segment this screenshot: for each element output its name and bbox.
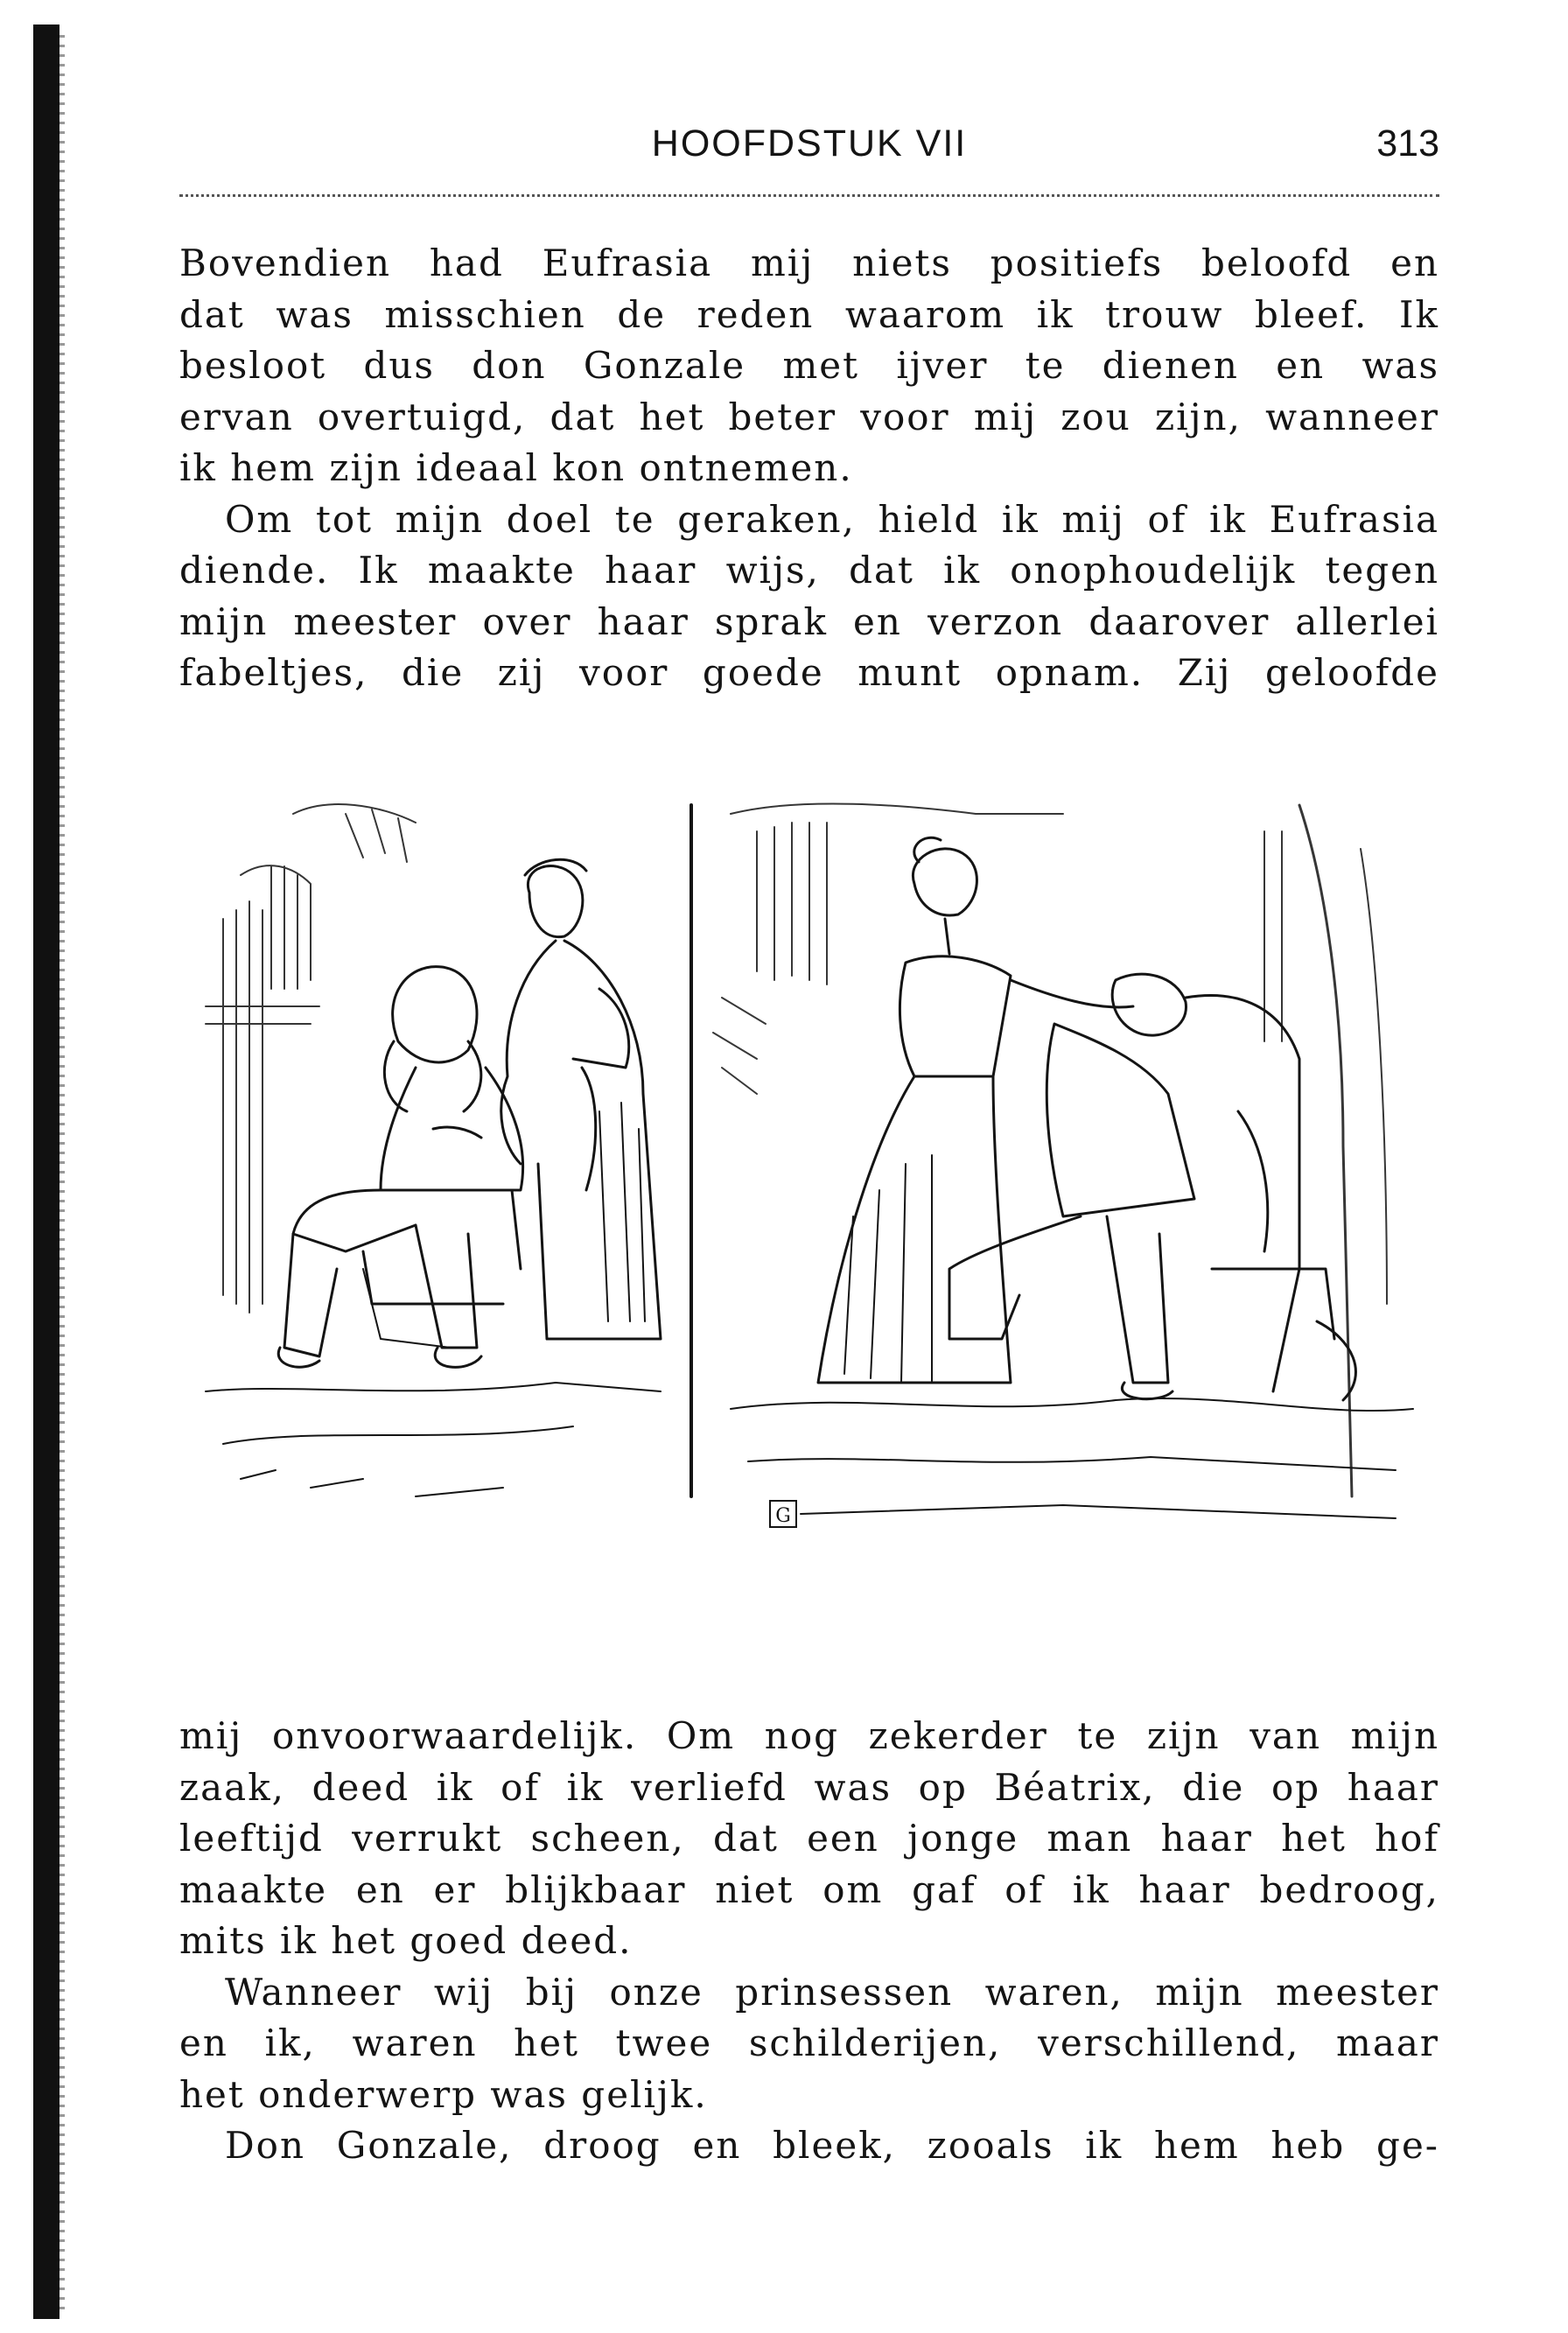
- text-line: Wanneer wij bij onze prinsessen waren, mijn meester: [225, 1970, 1439, 2014]
- text-line: leeftijd verrukt scheen, dat een jonge man haar het hof: [179, 1817, 1439, 1860]
- page-number: 313: [1376, 123, 1439, 165]
- text-line: Don Gonzale, droog en bleek, zooals ik hem heb ge-: [225, 2124, 1439, 2167]
- header-dotted-rule: [179, 194, 1439, 197]
- text-line: dat was misschien de reden waarom ik trouw bleef. Ik: [179, 292, 1439, 336]
- text-line: fabeltjes, die zij voor goede munt opnam. Zij geloofde: [179, 651, 1439, 694]
- text-line: zaak, deed ik of ik verliefd was op Béatrix, die op haar: [179, 1765, 1439, 1809]
- page-header: [179, 123, 1439, 184]
- engraving-illustration: [188, 779, 1439, 1645]
- text-line: besloot dus don Gonzale met ijver te dienen en was: [179, 344, 1439, 387]
- text-line: diende. Ik maakte haar wijs, dat ik onophoudelijk tegen: [179, 549, 1439, 592]
- text-line: ik hem zijn ideaal kon ontnemen.: [179, 446, 853, 489]
- signature-mark: G: [775, 1505, 791, 1527]
- running-title: HOOFDSTUK VII: [651, 123, 968, 165]
- text-line: het onderwerp was gelijk.: [179, 2072, 708, 2116]
- body-text-top: [179, 238, 1439, 699]
- signature-box: [770, 1501, 796, 1527]
- left-panel-scene: [206, 804, 661, 1496]
- text-line: mij onvoorwaardelijk. Om nog zekerder te zijn van mijn: [179, 1714, 1439, 1757]
- engraving-drawing: [188, 779, 1439, 1645]
- right-panel-scene: [713, 803, 1413, 1518]
- scan-spine-shadow: [33, 25, 60, 2319]
- body-text-bottom: [179, 1711, 1439, 2172]
- text-line: mits ik het goed deed.: [179, 1919, 633, 1962]
- text-line: maakte en er blijkbaar niet om gaf of ik haar bedroog,: [179, 1867, 1439, 1911]
- text-line: ervan overtuigd, dat het beter voor mij zou zijn, wanneer: [179, 395, 1439, 438]
- text-line: mijn meester over haar sprak en verzon daarover allerlei: [179, 599, 1439, 643]
- text-line: Om tot mijn doel te geraken, hield ik mij of ik Eufrasia: [225, 497, 1439, 541]
- text-line: en ik, waren het twee schilderijen, verschillend, maar: [179, 2021, 1439, 2064]
- scan-spine-edge: [60, 35, 65, 2310]
- text-line: Bovendien had Eufrasia mij niets positiefs beloofd en: [179, 242, 1439, 284]
